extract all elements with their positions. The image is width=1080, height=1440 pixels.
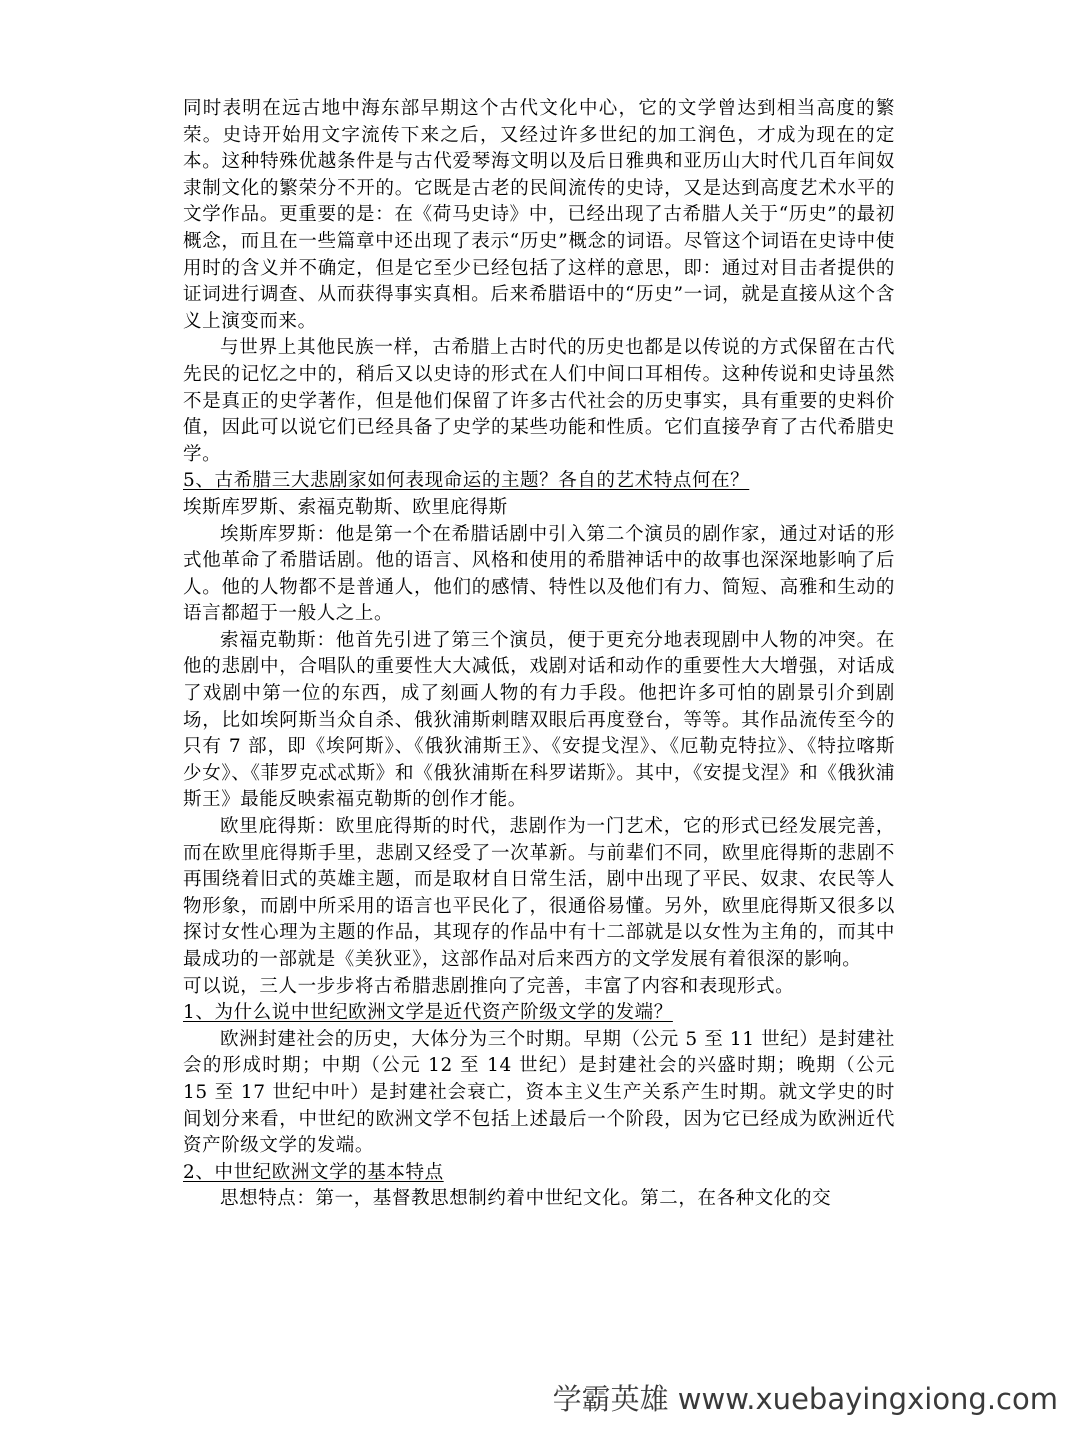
question-heading-5: 5、古希腊三大悲剧家如何表现命运的主题？各自的艺术特点何在？ (183, 470, 750, 492)
paragraph-homer-epics: 同时表明在远古地中海东部早期这个古代文化中心，它的文学曾达到相当高度的繁荣。史诗开始用文字流传下来之后，又经过许多世纪的加工润色，才成为现在的定本。这种特殊优越条件是与古代爱琴海文明以及后日雅典和亚历山大时代几百年间奴隶制文化的繁荣分不开的。它既是古老的民间流传的史诗，又是达到高度艺术水平的文学作品。更重要的是：在《荷马史诗》中，已经出现了古希腊人关于“历史”的最初概念，而且在一些篇章中还出现了表示“历史”概念的词语。尽管这个词语在史诗中使用时的含义并不确定，但是它至少已经包括了这样的意思，即：通过对目击者提供的证词进行调查、从而获得事实真相。后来希腊语中的“历史”一词，就是直接从这个含义上演变而来。 (183, 98, 895, 332)
site-watermark: 学霸英雄 www.xuebayingxiong.com (552, 1382, 1058, 1416)
paragraph-legends-and-epics: 与世界上其他民族一样，古希腊上古时代的历史也都是以传说的方式保留在古代先民的记忆之中的，稍后又以史诗的形式在人们中间口耳相传。这种传说和史诗虽然不是真正的史学著作，但是他们保留了许多古代社会的历史事实，具有重要的史料价值，因此可以说它们已经具备了史学的某些功能和性质。它们直接孕育了古代希腊史学。 (183, 337, 895, 465)
paragraph-sophocles: 索福克勒斯：他首先引进了第三个演员，便于更充分地表现剧中人物的冲突。在他的悲剧中，合唱队的重要性大大减低，戏剧对话和动作的重要性大大增强，对话成了戏剧中第一位的东西，成了刻画人物的有力手段。他把许多可怕的剧景引介到剧场，比如埃阿斯当众自杀、俄狄浦斯刺瞎双眼后再度登台，等等。其作品流传至今的只有 7 部，即《埃阿斯》、《俄狄浦斯王》、《安提戈涅》、《厄勒克特拉》、《特拉喀斯少女》、《菲罗克忒忒斯》和《俄狄浦斯在科罗诺斯》。其中，《安提戈涅》和《俄狄浦斯王》最能反映索福克勒斯的创作才能。 (183, 629, 895, 811)
paragraph-feudal-periods: 欧洲封建社会的历史，大体分为三个时期。早期（公元 5 至 11 世纪）是封建社会的形成时期；中期（公元 12 至 14 世纪）是封建社会的兴盛时期；晚期（公元 15 至 17 世纪中叶）是封建社会衰亡，资本主义生产关系产生时期。就文学史的时间划分来看，中世纪的欧洲文学不包括上述最后一个阶段，因为它已经成为欧洲近代资产阶级文学的发端。 (183, 1028, 895, 1157)
tragedians-list: 埃斯库罗斯、索福克勒斯、欧里庇得斯 (183, 496, 508, 518)
paragraph-summary: 可以说，三人一步步将古希腊悲剧推向了完善，丰富了内容和表现形式。 (183, 975, 795, 997)
question-heading-1: 1、为什么说中世纪欧洲文学是近代资产阶级文学的发端？ (183, 1002, 673, 1024)
paragraph-aeschylus: 埃斯库罗斯：他是第一个在希腊话剧中引入第二个演员的剧作家，通过对话的形式他革命了希腊话剧。他的语言、风格和使用的希腊神话中的故事也深深地影响了后人。他的人物都不是普通人，他们的感情、特性以及他们有力、简短、高雅和生动的语言都超于一般人之上。 (183, 523, 895, 625)
question-heading-2: 2、中世纪欧洲文学的基本特点 (183, 1161, 444, 1183)
document-body (183, 96, 895, 1213)
paragraph-euripides: 欧里庇得斯：欧里庇得斯的时代，悲剧作为一门艺术，它的形式已经发展完善，而在欧里庇得斯手里，悲剧又经受了一次革新。与前辈们不同，欧里庇得斯的悲剧不再围绕着旧式的英雄主题，而是取材自日常生活，剧中出现了平民、奴隶、农民等人物形象，而剧中所采用的语言也平民化了，很通俗易懂。另外，欧里庇得斯又很多以探讨女性心理为主题的作品，其现存的作品中有十二部就是以女性为主角的，而其中最成功的一部就是《美狄亚》，这部作品对后来西方的文学发展有着很深的影响。 (183, 816, 895, 970)
paragraph-ideological-features: 思想特点：第一，基督教思想制约着中世纪文化。第二，在各种文化的交 (220, 1188, 832, 1210)
